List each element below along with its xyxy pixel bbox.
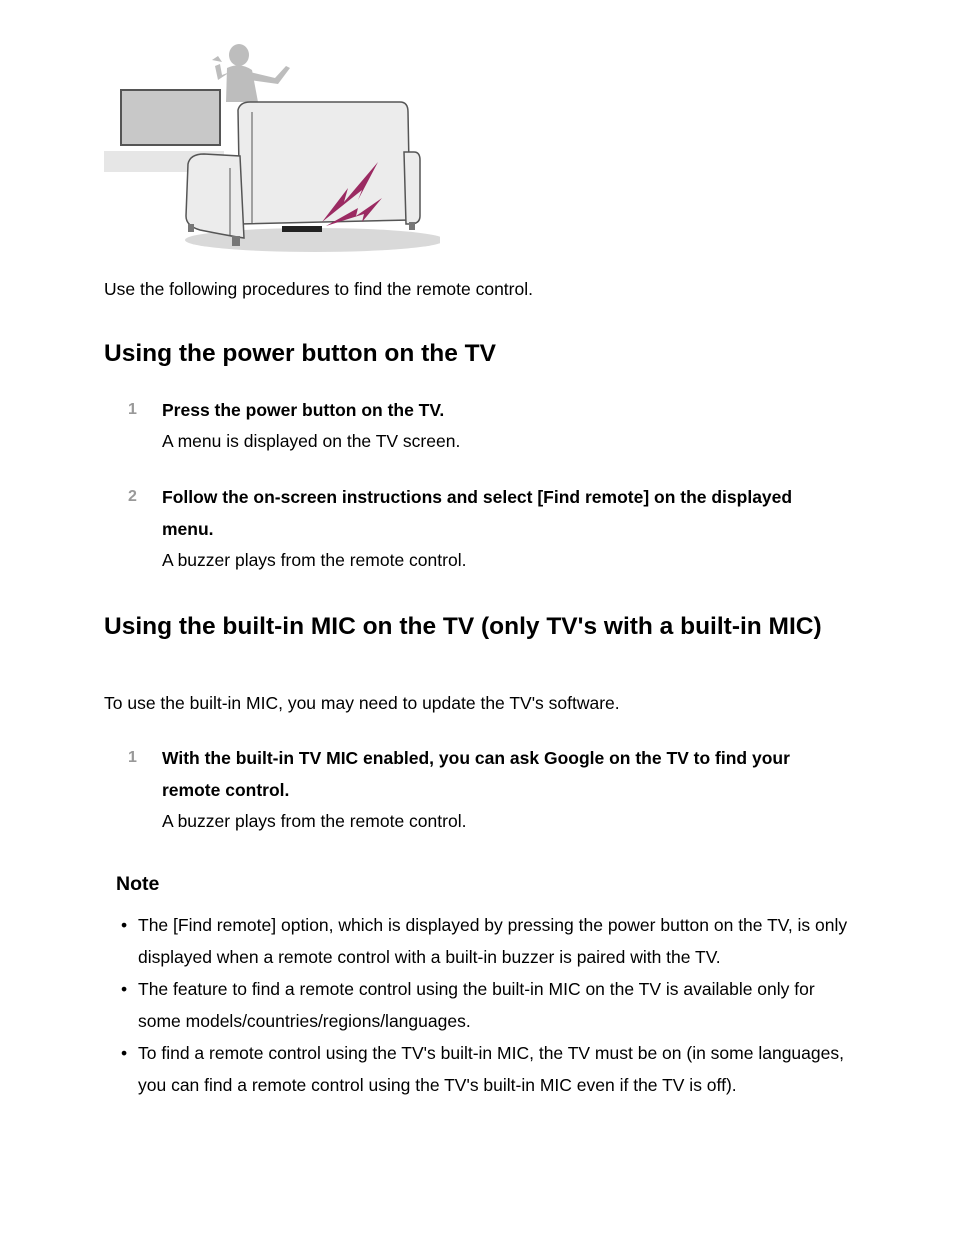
section-heading-power-button: Using the power button on the TV [104,340,496,367]
bullet-icon: • [121,979,128,999]
bullet-icon: • [121,915,128,935]
note-list [121,909,848,1101]
section-intro-text: To use the built-in MIC, you may need to update the TV's software. [104,693,620,713]
step-item [128,742,848,836]
step-description: A buzzer plays from the remote control. [162,811,467,831]
intro-text: Use the following procedures to find the remote control. [104,279,533,299]
sofa-foot [409,222,415,230]
step-number: 1 [128,749,137,766]
step-description: A menu is displayed on the TV screen. [162,431,461,451]
note-item-text: The [Find remote] option, which is displayed by pressing the power button on the TV, is only displayed when a remote control with a built-in buzzer is paired with the TV. [138,915,848,967]
tv-screen [121,90,220,145]
sofa-foot [188,224,194,232]
section-heading-built-in-mic: Using the built-in MIC on the TV (only TV's with a built-in MIC) [104,613,822,640]
remote-under-sofa [282,226,322,232]
step-item [128,394,848,456]
note-item [121,909,848,973]
note-item [121,973,848,1037]
note-item-text: The feature to find a remote control using the built-in MIC on the TV is available only for some models/countries/regions/languages. [138,979,815,1031]
person-silhouette [212,44,290,102]
step-item [128,481,848,575]
step-title: Press the power button on the TV. [162,400,445,420]
note-item-text: To find a remote control using the TV's built-in MIC, the TV must be on (in some languages, you can find a remote control using the TV's built-in MIC even if the TV is off). [138,1043,844,1095]
find-remote-illustration [100,40,440,255]
step-title: Follow the on-screen instructions and select [Find remote] on the displayed menu. [162,487,793,539]
sofa-foot [232,236,240,246]
step-title: With the built-in TV MIC enabled, you can ask Google on the TV to find your remote control. [162,748,790,800]
note-item [121,1037,848,1101]
step-description: A buzzer plays from the remote control. [162,550,467,570]
bullet-icon: • [121,1043,128,1063]
sofa-left-arm [186,154,244,238]
sofa-back [238,102,410,224]
step-number: 1 [128,401,137,418]
step-number: 2 [128,488,137,505]
sofa-right-arm [404,152,420,224]
note-heading: Note [116,873,160,895]
